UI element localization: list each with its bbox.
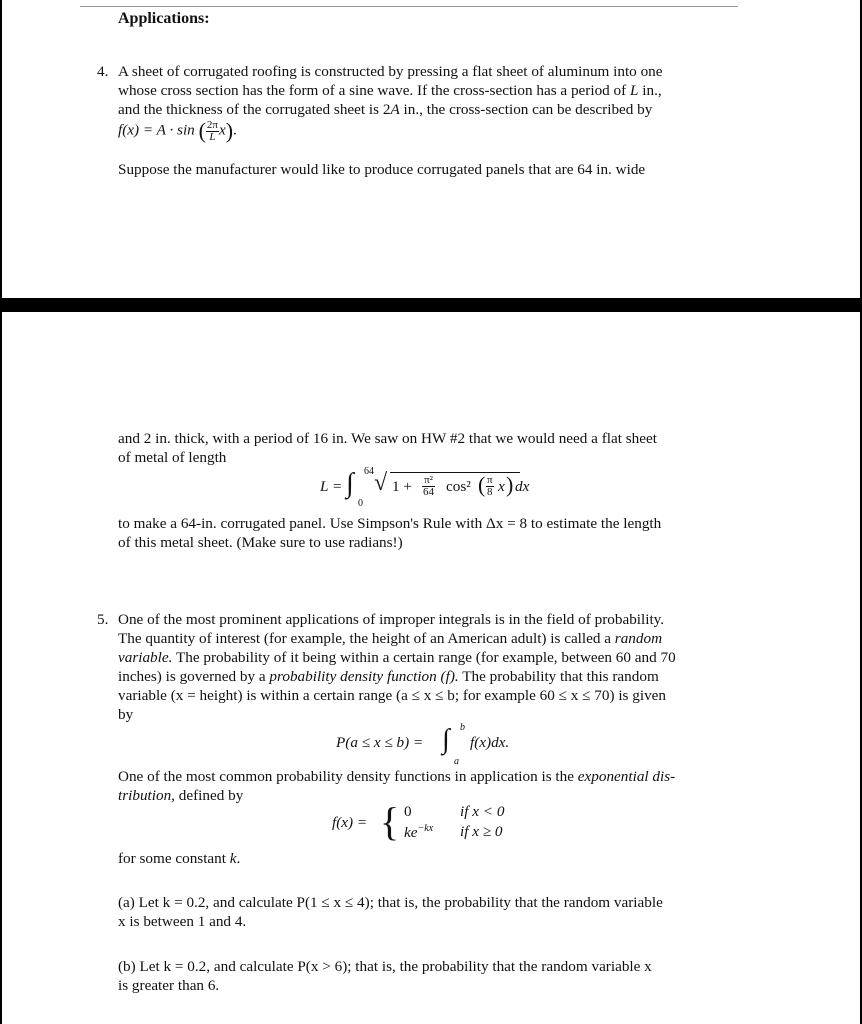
- page-top: [0, 0, 862, 300]
- problem-4-line-3: and the thickness of the corrugated sheet is 2A in., the cross-section can be described by: [118, 101, 653, 118]
- exponential-intro: One of the most common probability density functions in application is the exponential dis- tribution, defined by: [118, 768, 676, 804]
- top-rule: [80, 6, 738, 7]
- problem-4-continued: and 2 in. thick, with a period of 16 in. We saw on HW #2 that we would need a flat sheet of metal of length: [118, 430, 657, 466]
- problem-4-line-2: whose cross section has the form of a sine wave. If the cross-section has a period of L in.,: [118, 82, 662, 99]
- length-integral: L = ∫ 64 0 √ 1 + $\frac{\text{π²}}{64}$ cos² ( $\frac{\pi}{8}$ x ) dx: [320, 466, 530, 509]
- constant-note: for some constant k.: [118, 850, 241, 867]
- part-b: (b) Let k = 0.2, and calculate P(x > 6); that is, the probability that the random variable x is greater than 6.: [118, 958, 652, 994]
- problem-5-number: 5.: [97, 611, 109, 628]
- probability-integral: P(a ≤ x ≤ b) = ∫ b a f(x)dx.: [336, 722, 510, 767]
- part-a: (a) Let k = 0.2, and calculate P(1 ≤ x ≤ 4); that is, the probability that the random variable x is between 1 and 4.: [118, 894, 663, 930]
- piecewise-definition: f(x) = { 0 if x < 0 $ke^{-kx}$ if x ≥ 0: [332, 799, 505, 844]
- problem-4-intro: [118, 62, 736, 119]
- problem-4-suppose: Suppose the manufacturer would like to produce corrugated panels that are 64 in. wide: [118, 161, 646, 178]
- problem-4-line-1: A sheet of corrugated roofing is constructed by pressing a flat sheet of aluminum into one: [118, 63, 663, 80]
- page-divider: [0, 298, 862, 312]
- problem-4-instructions: to make a 64-in. corrugated panel. Use Simpson's Rule with Δx = 8 to estimate the length of this metal sheet. (Make sure to use radians!): [118, 515, 662, 551]
- problem-4-number: 4.: [97, 63, 109, 80]
- sine-fraction: $\frac{2\pi}{L}$: [206, 118, 218, 143]
- sine-formula: f(x) = A · sin ( $\frac{2\pi}{L}$ x).: [118, 118, 237, 143]
- page-bottom: [0, 312, 862, 1024]
- problem-5-intro: One of the most prominent applications of improper integrals is in the field of probability. The quantity of interest (for example, the height of an American adult) is called a random variable. The probability of it being within a certain range (for example, between 60 and 70 inches) is governed by a probability density function (f). The probability that this random variable (x = height) is within a certain range (a ≤ x ≤ b; for example 60 ≤ x ≤ 70) is given by: [118, 611, 676, 723]
- section-heading: Applications:: [118, 10, 210, 27]
